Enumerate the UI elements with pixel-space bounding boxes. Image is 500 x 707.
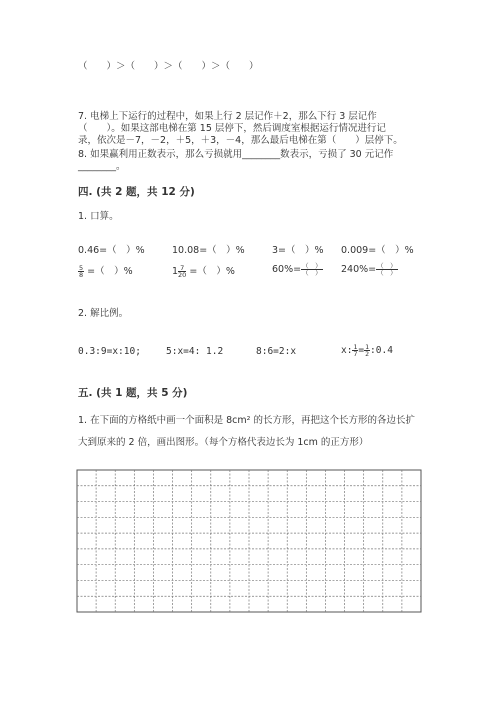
fraction-blank: $\frac{( )}{( )}$ xyxy=(377,262,397,277)
question-7-line-3: 录，依次是－7，－2，＋5，＋3，－4，那么最后电梯在第（ ）层停下。 xyxy=(78,135,403,146)
question-7-line-1: 7. 电梯上下运行的过程中，如果上行 2 层记作＋2，那么下行 3 层记作 xyxy=(78,111,377,122)
calc-item-7: 60%= $\frac{( )}{( )}$ xyxy=(272,262,322,277)
calc-item-4: 0.009=（ ）% xyxy=(341,245,414,256)
fraction: $\frac{1}{2}$ xyxy=(365,343,370,358)
calc-item-8: 240%= $\frac{( )}{( )}$ xyxy=(341,262,397,277)
proportion-title: 2. 解比例。 xyxy=(78,308,129,319)
calc-item-6: 1 $\frac{7}{20}$ =（ ）% xyxy=(172,264,235,279)
grid-question-line-1: 1. 在下面的方格纸中画一个面积是 8cm² 的长方形，再把这个长方形的各边长扩 xyxy=(78,415,415,426)
proportion-item-4: x: $\frac{1}{7}$ = $\frac{1}{2}$ :0.4 xyxy=(341,343,393,358)
question-8-line-2: ________。 xyxy=(78,161,126,172)
question-7-line-2: （ ）。如果这部电梯在第 15 层停下，然后调度室根据运行情况进行记 xyxy=(78,123,386,134)
compare-row: （ ）＞（ ）＞（ ）＞（ ） xyxy=(78,61,259,72)
grid-paper[interactable] xyxy=(76,469,422,613)
section-5-title: 五. (共 1 题，共 5 分) xyxy=(78,387,188,399)
proportion-item-3: 8:6=2:x xyxy=(256,346,297,357)
proportion-item-2: 5:x=4: 1.2 xyxy=(166,346,224,357)
section-4-title: 四. (共 2 题，共 12 分) xyxy=(78,186,195,198)
mental-math-title: 1. 口算。 xyxy=(78,211,119,222)
calc-item-2: 10.08=（ ）% xyxy=(172,245,245,256)
calc-item-1: 0.46=（ ）% xyxy=(78,245,145,256)
fraction: $\frac{7}{20}$ xyxy=(178,264,187,279)
proportion-item-1: 0.3:9=x:10; xyxy=(78,346,141,357)
calc-item-5: $\frac{5}{8}$ =（ ）% xyxy=(79,264,133,279)
grid-question-line-2: 大到原来的 2 倍，画出图形。（每个方格代表边长为 1cm 的正方形） xyxy=(78,437,369,448)
calc-item-3: 3=（ ）% xyxy=(272,245,324,256)
fraction-blank: $\frac{( )}{( )}$ xyxy=(302,262,322,277)
question-8-line-1: 8. 如果赢利用正数表示，那么亏损就用________数表示，亏损了 30 元记作 xyxy=(78,149,394,160)
fraction: $\frac{1}{7}$ xyxy=(353,343,358,358)
fraction: $\frac{5}{8}$ xyxy=(79,264,84,279)
